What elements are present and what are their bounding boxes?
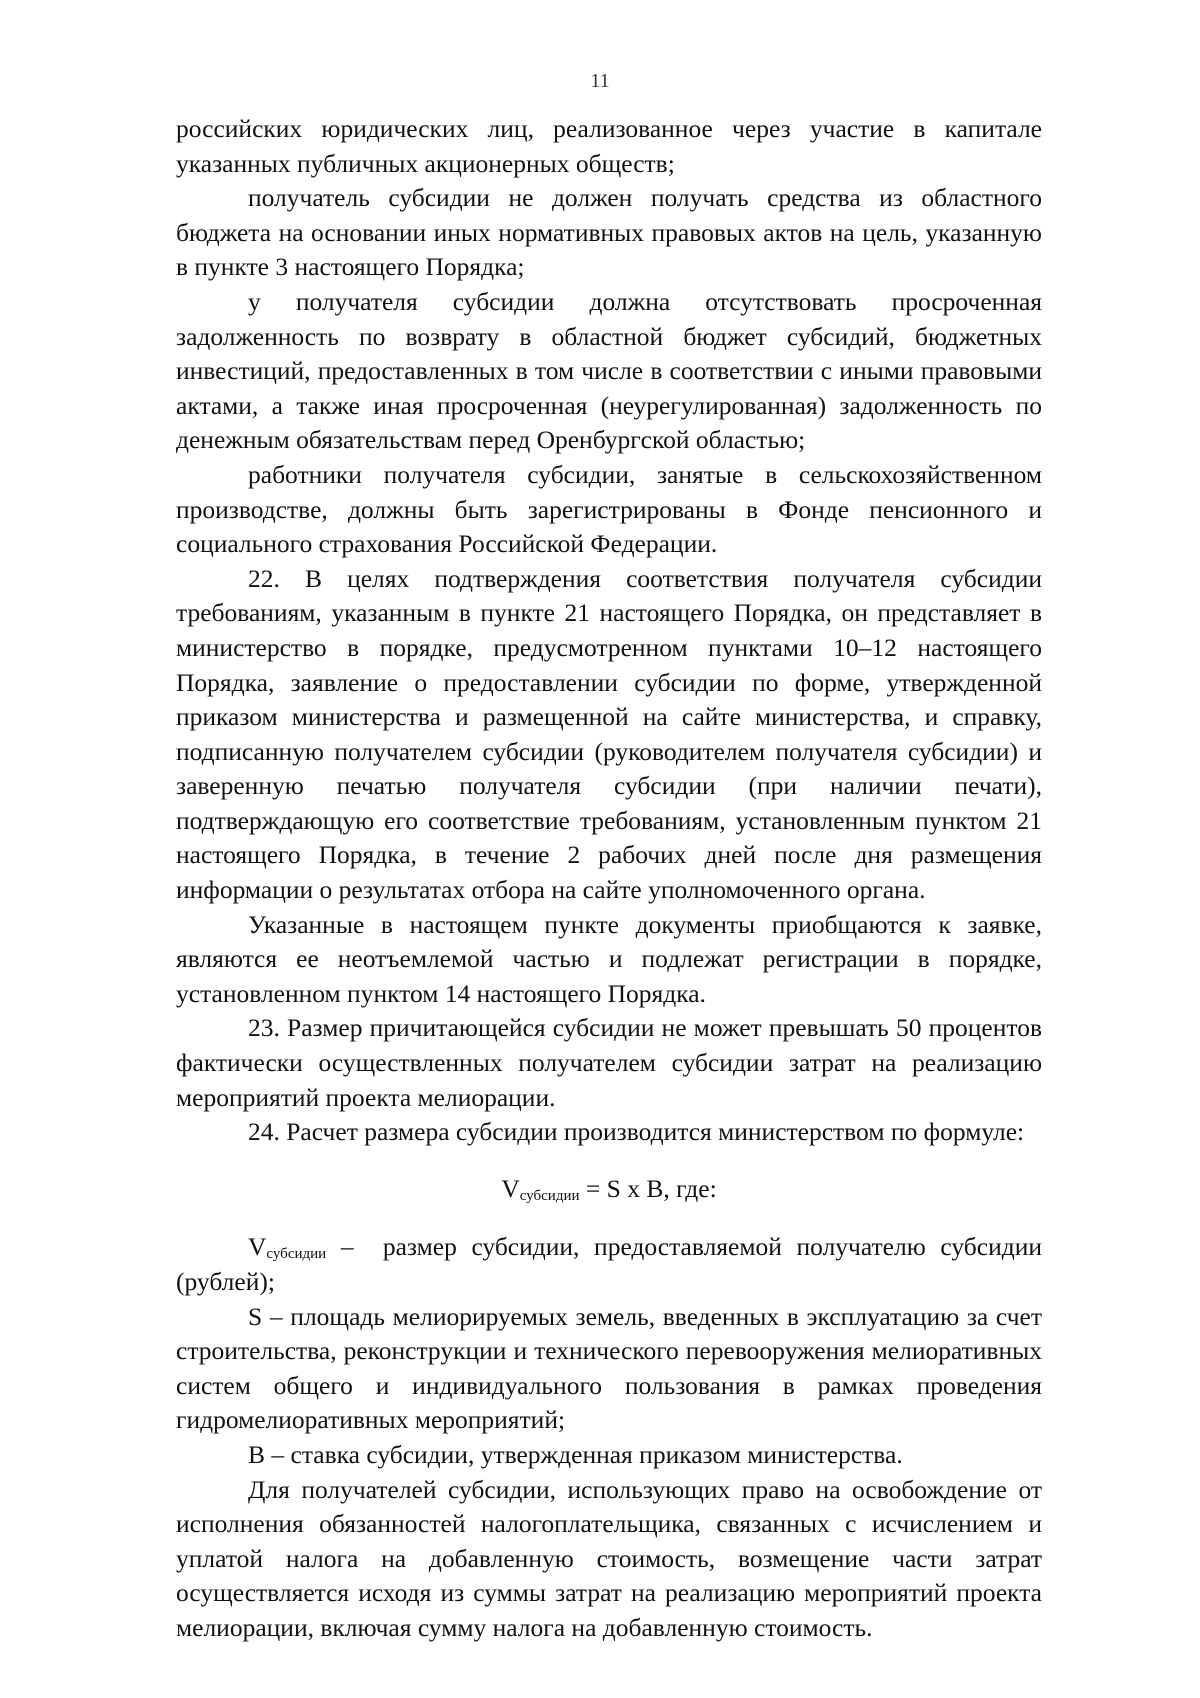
paragraph: работники получателя субсидии, занятые в сельскохозяйственном производстве, должны быть зарегистрированы в Фонде пенсионного и социального страхования Российской Федерации. [176, 459, 1042, 559]
definition-text-v: размер субсидии, предоставляемой получателю субсидии (рублей); [176, 1232, 1042, 1296]
definition-term-v: V [248, 1232, 267, 1262]
page-number: 11 [590, 70, 610, 92]
definition-dash: – [326, 1232, 383, 1262]
paragraph-item-24: 24. Расчет размера субсидии производится министерством по формуле: [248, 1117, 1025, 1147]
formula-variable-v: V [501, 1173, 520, 1203]
definition-b: B – ставка субсидии, утвержденная приказом министерства. [248, 1439, 903, 1469]
paragraph: Указанные в настоящем пункте документы приобщаются к заявке, являются ее неотъемлемой частью и подлежат регистрации в порядке, установленном пунктом 14 настоящего Порядка. [176, 909, 1042, 1008]
subsidy-formula [176, 1172, 1042, 1207]
paragraph-item-23: 23. Размер причитающейся субсидии не может превышать 50 процентов фактически осуществленных получателем субсидии затрат на реализацию мероприятий проекта мелиорации. [176, 1013, 1042, 1112]
document-body [176, 112, 1042, 1646]
formula-subscript: субсидии [519, 1187, 580, 1204]
definition-v [176, 1230, 1042, 1299]
paragraph: получатель субсидии не должен получать средства из областного бюджета на основании иных нормативных правовых актов на цель, указанную в пункте 3 настоящего Порядка; [176, 183, 1042, 282]
definition-term-subscript: субсидии [266, 1246, 327, 1263]
paragraph: у получателя субсидии должна отсутствовать просроченная задолженность по возврату в областной бюджет субсидий, бюджетных инвестиций, предоставленных в том числе в соответствии с иными правовыми актами, а также иная просроченная (неурегулированная) задолженность по денежным обязательствам перед Оренбургской областью; [176, 286, 1042, 455]
paragraph-vat: Для получателей субсидии, использующих право на освобождение от исполнения обязанностей налогоплательщика, связанных с исчислением и уплатой налога на добавленную стоимость, возмещение части затрат осуществляется исходя из суммы затрат на реализацию мероприятий проекта мелиорации, включая сумму налога на добавленную стоимость. [176, 1474, 1042, 1642]
paragraph-item-22: 22. В целях подтверждения соответствия получателя субсидии требованиям, указанным в пункте 21 настоящего Порядка, он представляет в министерство в порядке, предусмотренном пунктами 10–12 настоящего Порядка, заявление о предоставлении субсидии по форме, утвержденной приказом министерства и размещенной на сайте министерства, и справку, подписанную получателем субсидии (руководителем получателя субсидии) и заверенную печатью получателя субсидии (при наличии печати), подтверждающую его соответствие требованиям, установленным пунктом 21 настоящего Порядка, в течение 2 рабочих дней после дня размещения информации о результатах отбора на сайте уполномоченного органа. [176, 563, 1042, 905]
formula-expression: = S x B, где: [579, 1173, 717, 1203]
definition-s: S – площадь мелиорируемых земель, введенных в эксплуатацию за счет строительства, реконструкции и технического перевооружения мелиоративных систем общего и индивидуального пользования в рамках проведения гидромелиоративных мероприятий; [176, 1301, 1042, 1435]
paragraph: российских юридических лиц, реализованное через участие в капитале указанных публичных акционерных обществ; [176, 114, 1042, 178]
